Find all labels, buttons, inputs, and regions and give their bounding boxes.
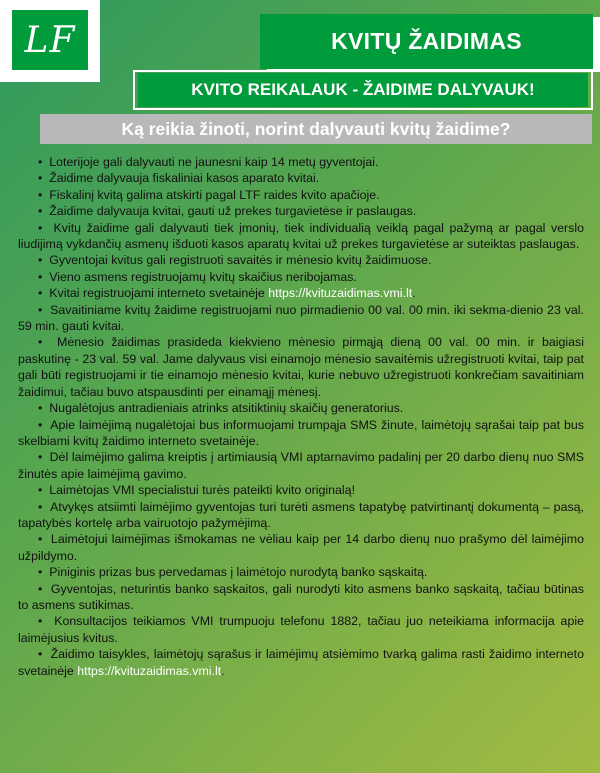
list-item: • Apie laimėjimą nugalėtojai bus informuojami trumpąja SMS žinute, laimėtojų sąrašai taip pat bus skelbiami kvitų žaidimo interneto svetainėje.	[18, 417, 584, 450]
list-item: • Žaidime dalyvauja kvitai, gauti už prekes turgavietėse ir paslaugas.	[18, 203, 584, 219]
page-title: KVITŲ ŽAIDIMAS	[260, 14, 593, 69]
list-item: • Piniginis prizas bus pervedamas į laimėtojo nurodytą banko sąskaitą.	[18, 564, 584, 580]
list-item: • Laimėtojui laimėjimas išmokamas ne vėliau kaip per 14 darbo dienų nuo prašymo dėl laimėjimo užpildymo.	[18, 531, 584, 564]
list-item: • Nugalėtojus antradieniais atrinks atsitiktinių skaičių generatorius.	[18, 400, 584, 416]
list-item: • Dėl laimėjimo galima kreiptis į artimiausią VMI aptarnavimo padalinį per 20 darbo dienų nuo SMS žinutės apie laimėjimą gavimo.	[18, 449, 584, 482]
list-item: • Gyventojai kvitus gali registruoti savaitės ir mėnesio kvitų žaidimuose.	[18, 252, 584, 268]
section-question-heading: Ką reikia žinoti, norint dalyvauti kvitų žaidime?	[40, 114, 592, 144]
ltf-logo: LF	[12, 10, 88, 70]
list-item: • Fiskalinį kvitą galima atskirti pagal LTF raides kvito apačioje.	[18, 187, 584, 203]
list-item: • Mėnesio žaidimas prasideda kiekvieno mėnesio pirmąją dieną 00 val. 00 min. ir baigiasi paskutinę - 23 val. 59 val. Jame dalyvaus visi einamojo mėnesio savaitėmis užregistruoti kvitai, taip pat gali būti registruojami ir tie einamojo mėnesio kvitai, kurie nebuvo užregistruoti konkrečiam savaitiniam žaidimui, tačiau buvo atspausdinti per einamąjį mėnesį.	[18, 334, 584, 400]
website-link[interactable]: https://kvituzaidimas.vmi.lt	[268, 286, 413, 301]
list-item: • Vieno asmens registruojamų kvitų skaičius neribojamas.	[18, 269, 584, 285]
list-item: • Loterijoje gali dalyvauti ne jaunesni kaip 14 metų gyventojai.	[18, 154, 584, 170]
list-item: • Laimėtojas VMI specialistui turės pateikti kvito originalą!	[18, 482, 584, 498]
website-link[interactable]: https://kvituzaidimas.vmi.lt	[77, 663, 222, 678]
list-item: • Žaidimo taisykles, laimėtojų sąrašus ir laimėjimų atsiėmimo tvarką galima rasti žaidimo interneto svetainėje https://kvituzaidimas.vmi.lt.	[18, 646, 584, 679]
list-item: • Konsultacijos teikiamos VMI trumpuoju telefonu 1882, tačiau juo neteikiama informacija apie laimėjusius kvitus.	[18, 613, 584, 646]
logo-container	[0, 0, 100, 82]
list-item: • Gyventojas, neturintis banko sąskaitos, gali nurodyti kito asmens banko sąskaitą, tačiau būtinas to asmens sutikimas.	[18, 581, 584, 614]
list-item: • Atvykęs atsiimti laimėjimo gyventojas turi turėti asmens tapatybę patvirtinantį dokumentą – pasą, tapatybės kortelę arba vairuotojo pažymėjimą.	[18, 499, 584, 532]
rules-list	[18, 154, 584, 679]
subtitle-banner: KVITO REIKALAUK - ŽAIDIME DALYVAUK!	[138, 73, 588, 107]
list-item: • Žaidime dalyvauja fiskaliniai kasos aparato kvitai.	[18, 170, 584, 186]
list-item: • Kvitai registruojami interneto svetainėje https://kvituzaidimas.vmi.lt.	[18, 285, 584, 301]
list-item: • Savaitiniame kvitų žaidime registruojami nuo pirmadienio 00 val. 00 min. iki sekma-dienio 23 val. 59 min. gauti kvitai.	[18, 302, 584, 335]
list-item: • Kvitų žaidime gali dalyvauti tiek įmonių, tiek individualią veiklą pagal pažymą ar pagal verslo liudijimą vykdančių asmenų išduoti kasos aparatų kvitai už prekes turgavietėse ar suteiktas paslaugas.	[18, 220, 584, 253]
